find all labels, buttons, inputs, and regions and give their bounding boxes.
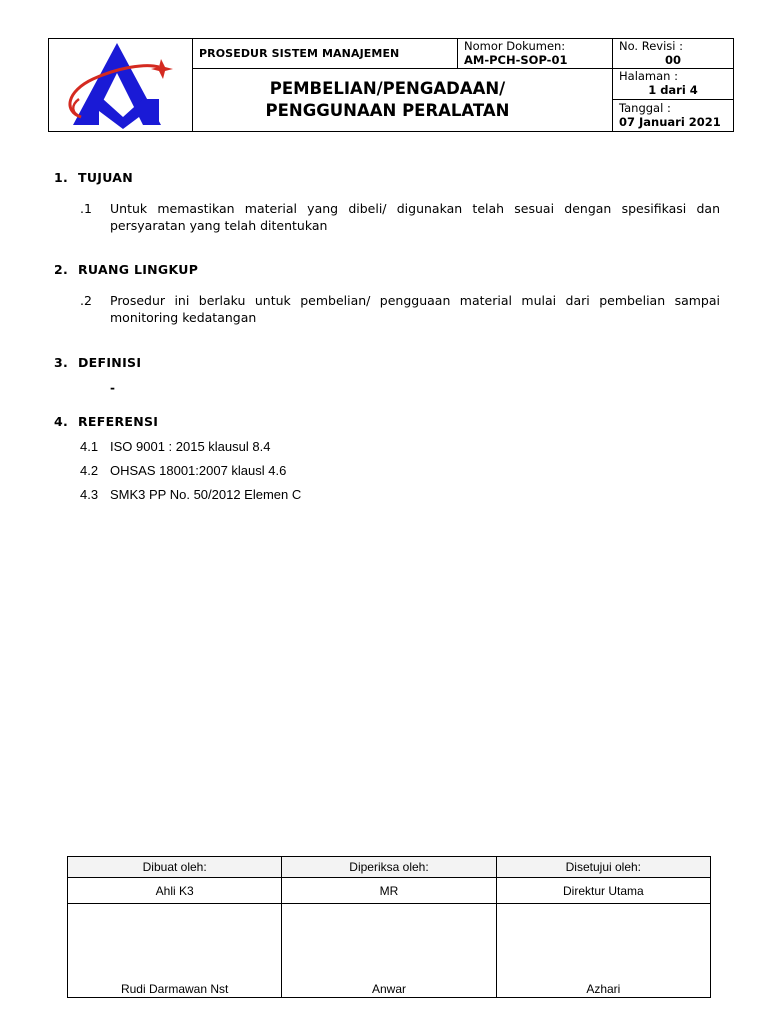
- item-number: .2: [80, 293, 92, 308]
- section-title: RUANG LINGKUP: [78, 262, 199, 277]
- section-number: 3.: [54, 355, 69, 370]
- item-number: 4.1: [80, 439, 99, 454]
- list-item-ruang-lingkup-1: [80, 292, 730, 332]
- approval-header-prepared: Dibuat oleh:: [68, 857, 282, 878]
- date-value: 07 Januari 2021: [619, 115, 721, 129]
- item-number: .1: [80, 201, 92, 216]
- section-heading-definisi: [54, 355, 141, 370]
- date-cell: [613, 100, 734, 132]
- section-heading-referensi: [54, 414, 158, 429]
- list-item-referensi-1: [80, 438, 730, 456]
- doc-number-cell: [458, 39, 613, 69]
- title-cell: [193, 69, 613, 132]
- section-number: 2.: [54, 262, 69, 277]
- item-number: 4.3: [80, 487, 99, 502]
- revision-label: No. Revisi :: [619, 39, 684, 53]
- approval-header-approved: Disetujui oleh:: [496, 857, 710, 878]
- approval-name-prepared: Rudi Darmawan Nst: [68, 904, 282, 998]
- approval-header-checked: Diperiksa oleh:: [282, 857, 496, 878]
- item-text: Untuk memastikan material yang dibeli/ digunakan telah sesuai dengan spesifikasi dan persyaratan yang telah ditentukan: [110, 201, 720, 233]
- page-value: 1 dari 4: [648, 83, 698, 97]
- section-number: 1.: [54, 170, 69, 185]
- approval-header-row: [68, 857, 711, 878]
- item-text: SMK3 PP No. 50/2012 Elemen C: [110, 487, 302, 502]
- approval-table: [67, 856, 711, 998]
- section-number: 4.: [54, 414, 69, 429]
- section-title: TUJUAN: [78, 170, 134, 185]
- approval-signature-row: [68, 904, 711, 998]
- document-title-line1: PEMBELIAN/PENGADAAN/: [269, 79, 506, 98]
- item-number: 4.2: [80, 463, 99, 478]
- definisi-placeholder: -: [110, 381, 115, 395]
- approval-role-checked: MR: [282, 878, 496, 904]
- doc-number-label: Nomor Dokumen:: [464, 39, 566, 53]
- revision-cell: [613, 39, 734, 69]
- doc-number: AM-PCH-SOP-01: [464, 53, 568, 67]
- approval-role-approved: Direktur Utama: [496, 878, 710, 904]
- approval-name-approved: Azhari: [496, 904, 710, 998]
- document-header: [48, 38, 734, 132]
- approval-name-checked: Anwar: [282, 904, 496, 998]
- section-heading-ruang-lingkup: [54, 262, 198, 277]
- item-text: ISO 9001 : 2015 klausul 8.4: [110, 439, 271, 454]
- item-text: OHSAS 18001:2007 klausl 4.6: [110, 463, 287, 478]
- approval-role-prepared: Ahli K3: [68, 878, 282, 904]
- revision-value: 00: [664, 53, 681, 67]
- page-cell: [613, 69, 734, 100]
- system-name: PROSEDUR SISTEM MANAJEMEN: [199, 47, 400, 60]
- date-label: Tanggal :: [619, 101, 671, 115]
- list-item-referensi-2: [80, 462, 730, 480]
- list-item-tujuan-1: [80, 200, 730, 240]
- document-title-line2: PENGGUNAAN PERALATAN: [265, 101, 510, 120]
- section-heading-tujuan: [54, 170, 133, 185]
- item-text: Prosedur ini berlaku untuk pembelian/ pengguaan material mulai dari pembelian sampai monitoring kedatangan: [110, 293, 720, 325]
- section-title: REFERENSI: [78, 414, 159, 429]
- system-name-cell: [193, 39, 458, 69]
- page-label: Halaman :: [619, 69, 679, 83]
- approval-role-row: [68, 878, 711, 904]
- list-item-referensi-3: [80, 486, 730, 504]
- section-title: DEFINISI: [78, 355, 142, 370]
